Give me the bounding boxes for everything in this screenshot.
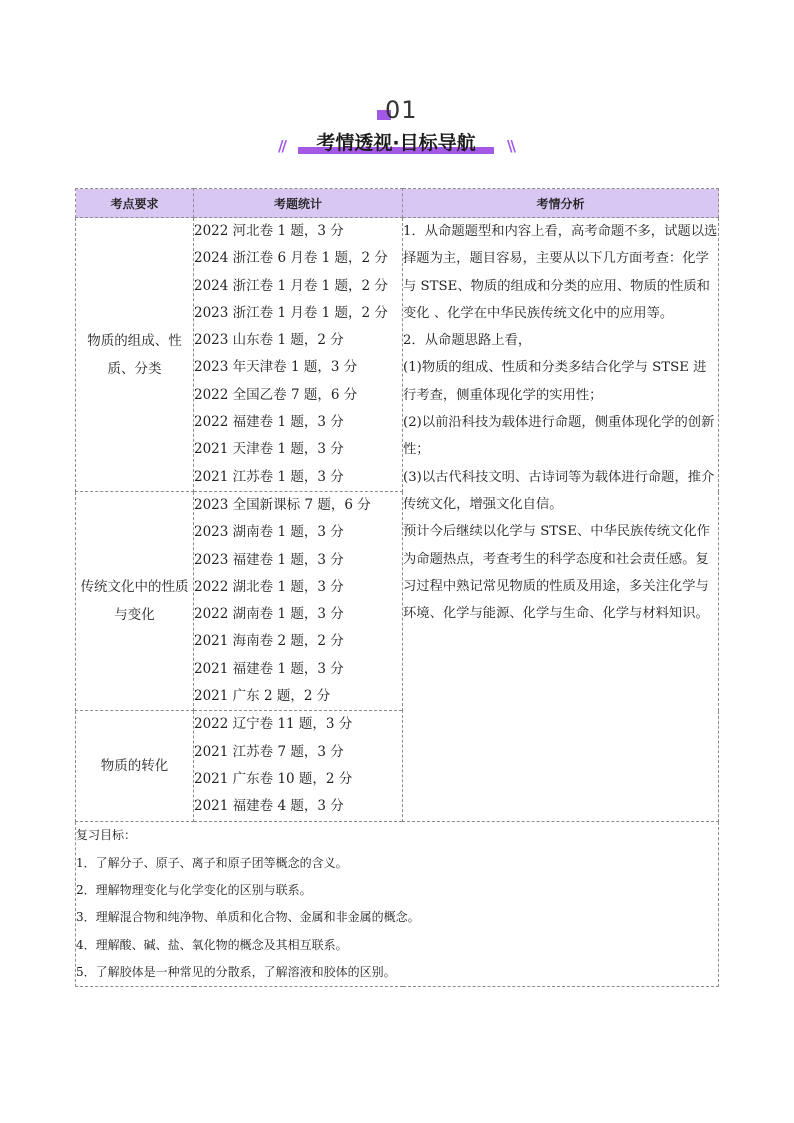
analysis-paragraph: 2．从命题思路上看，: [403, 333, 532, 349]
analysis-paragraph: (2)以前沿科技为载体进行命题，侧重体现化学的创新性；: [403, 415, 715, 458]
goal-item: 3．理解混合物和纯净物、单质和化合物、金属和非金属的概念。: [76, 910, 420, 925]
stat-line: 2022 全国乙卷 7 题，6 分: [194, 386, 358, 403]
stats-cell: [194, 218, 403, 492]
header-analysis: 考情分析: [403, 189, 719, 218]
goal-item: 2．理解物理变化与化学变化的区别与联系。: [76, 882, 312, 897]
section-title-banner: [276, 128, 520, 158]
stat-line: 2023 年天津卷 1 题，3 分: [194, 359, 358, 376]
analysis-paragraph: 1．从命题题型和内容上看，高考命题不多，试题以选择题为主，题目容易，主要从以下几方面考查：化学与 STSE、物质的组成和分类的应用、物质的性质和变化 、化学在中华民族传统文化中的应用等。: [403, 224, 718, 321]
goal-item: 5．了解胶体是一种常见的分散系，了解溶液和胶体的区别。: [76, 964, 396, 979]
topic-cell: 传统文化中的性质与变化: [76, 492, 194, 711]
analysis-paragraph: (3)以古代科技文明、古诗词等为载体进行命题，推介传统文化，增强文化自信。: [403, 469, 715, 512]
stat-line: 2022 福建卷 1 题，3 分: [194, 414, 344, 431]
goals-row: [76, 822, 719, 987]
topic-cell: 物质的转化: [76, 711, 194, 822]
stat-line: 2022 河北卷 1 题，3 分: [194, 223, 344, 239]
section-title: 考情透视·目标导航: [316, 132, 476, 154]
stat-line: 2021 福建卷 1 题，3 分: [194, 660, 344, 677]
stat-line: 2021 江苏卷 1 题，3 分: [194, 468, 344, 485]
exam-analysis-table: [75, 188, 719, 987]
stats-cell: [194, 711, 403, 822]
stat-line: 2021 广东 2 题，2 分: [194, 688, 331, 705]
goal-item: 4．理解酸、碱、盐、氧化物的概念及其相互联系。: [76, 937, 348, 952]
stat-line: 2021 海南卷 2 题，2 分: [194, 633, 344, 650]
stat-line: 2024 浙江卷 1 月卷 1 题，2 分: [194, 277, 388, 294]
goals-title: 复习目标：: [76, 828, 137, 843]
header-topic: 考点要求: [76, 189, 194, 218]
goal-item: 1．了解分子、原子、离子和原子团等概念的含义。: [76, 855, 348, 870]
section-number: [376, 96, 426, 126]
header-stats: 考题统计: [194, 189, 403, 218]
stat-line: 2023 全国新课标 7 题，6 分: [194, 497, 371, 513]
analysis-paragraph: 预计今后继续以化学与 STSE、中华民族传统文化作为命题热点，考查考生的科学态度和社会责任感。复习过程中熟记常见物质的性质及用途，多关注化学与环境、化学与能源、化学与生命、化学与材料知识。: [403, 524, 710, 622]
stat-line: 2022 湖北卷 1 题，3 分: [194, 578, 344, 595]
table-header-row: [76, 189, 719, 218]
stat-line: 2023 湖南卷 1 题，3 分: [194, 524, 344, 541]
stat-line: 2024 浙江卷 6 月卷 1 题，2 分: [194, 250, 388, 267]
stat-line: 2022 辽宁卷 11 题，3 分: [194, 716, 353, 733]
stat-line: 2022 湖南卷 1 题，3 分: [194, 606, 344, 623]
left-slash-decoration: //: [278, 137, 285, 155]
section-number-text: 01: [385, 96, 418, 124]
topic-cell: 物质的组成、性质、分类: [76, 218, 194, 492]
stat-line: 2021 天津卷 1 题，3 分: [194, 441, 344, 458]
stats-cell: [194, 492, 403, 711]
analysis-paragraph: (1)物质的组成、性质和分类多结合化学与 STSE 进行考查，侧重体现化学的实用性；: [403, 360, 707, 403]
stat-line: 2023 山东卷 1 题，2 分: [194, 332, 344, 349]
stat-line: 2021 江苏卷 7 题，3 分: [194, 743, 344, 760]
table-row: [76, 218, 719, 492]
stat-line: 2021 广东卷 10 题，2 分: [194, 770, 353, 787]
review-goals-cell: [76, 822, 719, 987]
stat-line: 2021 福建卷 4 题，3 分: [194, 798, 344, 815]
analysis-cell: [403, 218, 719, 822]
stat-line: 2023 浙江卷 1 月卷 1 题，2 分: [194, 304, 388, 321]
right-slash-decoration: \\: [507, 137, 514, 155]
stat-line: 2023 福建卷 1 题，3 分: [194, 551, 344, 568]
